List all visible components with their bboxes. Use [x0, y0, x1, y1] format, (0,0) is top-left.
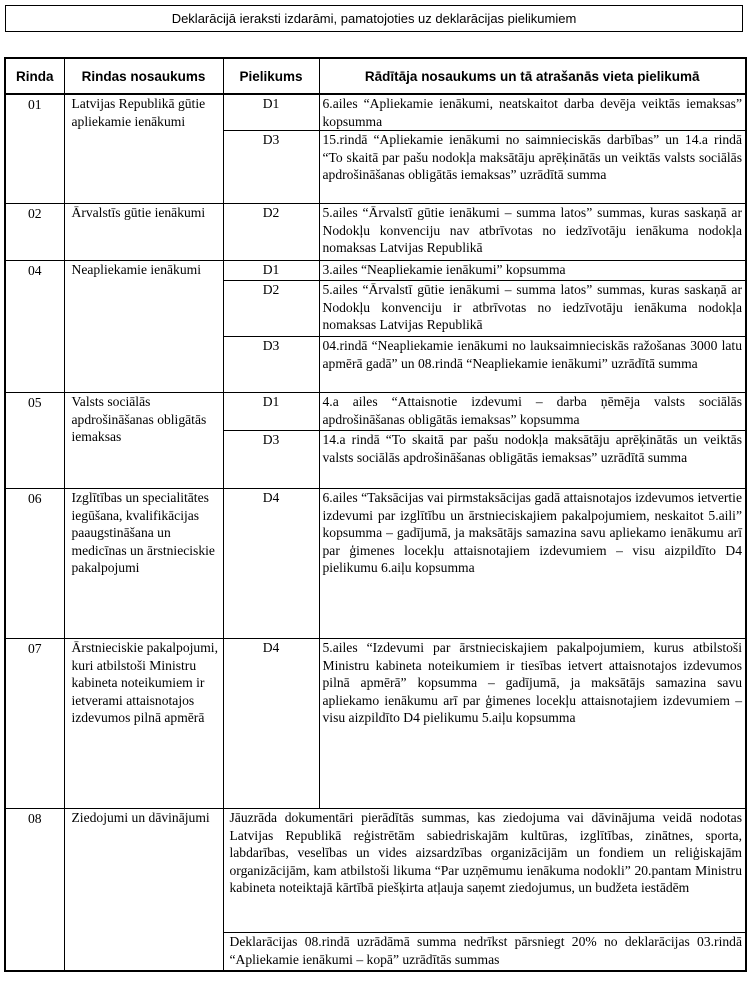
row-description: 6.ailes “Apliekamie ienākumi, neatskaitot darba devēja veiktās iemaksas” kopsumma: [319, 94, 746, 131]
row-pielikums: D4: [223, 639, 319, 809]
table-row: [5, 393, 746, 431]
table-row: [5, 94, 746, 131]
row-pielikums: D2: [223, 281, 319, 337]
row-note: Deklarācijas 08.rindā uzrādāmā summa nedrīkst pārsniegt 20% no deklarācijas 03.rindā “Apliekamie ienākumi – kopā” uzrādītās summas: [223, 933, 746, 971]
row-number: 04: [5, 261, 64, 393]
row-number: 06: [5, 489, 64, 639]
row-number: 05: [5, 393, 64, 489]
row-pielikums: D2: [223, 204, 319, 261]
table-row: [5, 809, 746, 933]
row-number: 02: [5, 204, 64, 261]
row-name: Ārstnieciskie pakalpojumi, kuri atbilstoši Ministru kabineta noteikumiem ir ietverami attaisnotajos izdevumos pilnā apmērā: [64, 639, 223, 809]
table-row: [5, 204, 746, 261]
row-description: 4.a ailes “Attaisnotie izdevumi – darba ņēmēja valsts sociālās apdrošināšanas obligātās iemaksas” kopsumma: [319, 393, 746, 431]
header-rindas-nosaukums: Rindas nosaukums: [64, 58, 223, 94]
table-header-row: [5, 58, 746, 94]
table-row: [5, 639, 746, 809]
row-description: 6.ailes “Taksācijas vai pirmstaksācijas gadā attaisnotajos izdevumos ietvertie izdevumi par izglītību un ārstnieciskajiem pakalpojumiem, neskaitot 5.aili” kopsumma – gadījumā, ja maksātājs samazina savu apliekamo ienākumu arī par ģimenes locekļu attaisnotajiem izdevumiem – visu aizpildīto D4 pielikumu 6.aiļu kopsumma: [319, 489, 746, 639]
row-pielikums: D3: [223, 337, 319, 393]
row-description: Jāuzrāda dokumentāri pierādītās summas, kas ziedojuma vai dāvinājuma veidā nodotas Latvijas Republikā reģistrētām sabiedriskajām kultūras, izglītības, zinātnes, sporta, labdarības, veselības un vides aizsardzības organizācijām un fondiem un reliģiskajām organizācijām, kam atbilstoši likuma “Par uzņēmumu ienākuma nodokli” 20.pantam Ministru kabineta noteiktajā kārtībā piešķirta atļauja saņemt ziedojumus, un budžeta iestādēm: [223, 809, 746, 933]
row-name: Izglītības un specialitātes iegūšana, kvalifikācijas paaugstināšana un medicīnas un ārstnieciskie pakalpojumi: [64, 489, 223, 639]
row-number: 08: [5, 809, 64, 971]
row-pielikums: D4: [223, 489, 319, 639]
row-name: Ārvalstīs gūtie ienākumi: [64, 204, 223, 261]
row-description: 04.rindā “Neapliekamie ienākumi no lauksaimnieciskās ražošanas 3000 latu apmērā gadā” un 08.rindā “Neapliekamie ienākumi” uzrādītā summa: [319, 337, 746, 393]
row-pielikums: D3: [223, 431, 319, 489]
row-pielikums: D1: [223, 393, 319, 431]
header-rinda: Rinda: [5, 58, 64, 94]
row-description: 3.ailes “Neapliekamie ienākumi” kopsumma: [319, 261, 746, 281]
page-banner: Deklarācijā ieraksti izdarāmi, pamatojoties uz deklarācijas pielikumiem: [5, 5, 743, 32]
table-row: [5, 489, 746, 639]
header-raditajs: Rādītāja nosaukums un tā atrašanās vieta pielikumā: [319, 58, 746, 94]
declaration-table: [4, 57, 747, 972]
row-name: Valsts sociālās apdrošināšanas obligātās iemaksas: [64, 393, 223, 489]
row-name: Neapliekamie ienākumi: [64, 261, 223, 393]
row-name: Latvijas Republikā gūtie apliekamie ienākumi: [64, 94, 223, 204]
row-number: 07: [5, 639, 64, 809]
row-name: Ziedojumi un dāvinājumi: [64, 809, 223, 971]
row-description: 14.a rindā “To skaitā par pašu nodokļa maksātāju aprēķinātās un veiktās valsts sociālās apdrošināšanas obligātās iemaksas” uzrādītā summa: [319, 431, 746, 489]
header-pielikums: Pielikums: [223, 58, 319, 94]
row-description: 15.rindā “Apliekamie ienākumi no saimnieciskās darbības” un 14.a rindā “To skaitā par pašu nodokļa maksātāju aprēķinātās un veiktās valsts sociālās apdrošināšanas obligātās iemaksas” uzrādītā summa: [319, 131, 746, 204]
row-description: 5.ailes “Ārvalstī gūtie ienākumi – summa latos” summas, kuras saskaņā ar Nodokļu konvenciju nav atbrīvotas no iedzīvotāju ienākuma nodokļa nomaksas Latvijas Republikā: [319, 204, 746, 261]
row-pielikums: D1: [223, 261, 319, 281]
table-row: [5, 261, 746, 281]
row-pielikums: D1: [223, 94, 319, 131]
row-description: 5.ailes “Izdevumi par ārstnieciskajiem pakalpojumiem, kurus atbilstoši Ministru kabineta noteikumiem ir tiesības ietvert attaisnotajos izdevumos pilnā apmērā” kopsumma – gadījumā, ja maksātājs samazina savu apliekamo ienākumu arī par ģimenes locekļu attaisnotajiem izdevumiem – visu aizpildīto D4 pielikumu 5.aiļu kopsumma: [319, 639, 746, 809]
row-description: 5.ailes “Ārvalstī gūtie ienākumi – summa latos” summas, kuras saskaņā ar Nodokļu konvenciju ir atbrīvotas no iedzīvotāju ienākuma nodokļa nomaksas Latvijas Republikā: [319, 281, 746, 337]
row-pielikums: D3: [223, 131, 319, 204]
row-number: 01: [5, 94, 64, 204]
